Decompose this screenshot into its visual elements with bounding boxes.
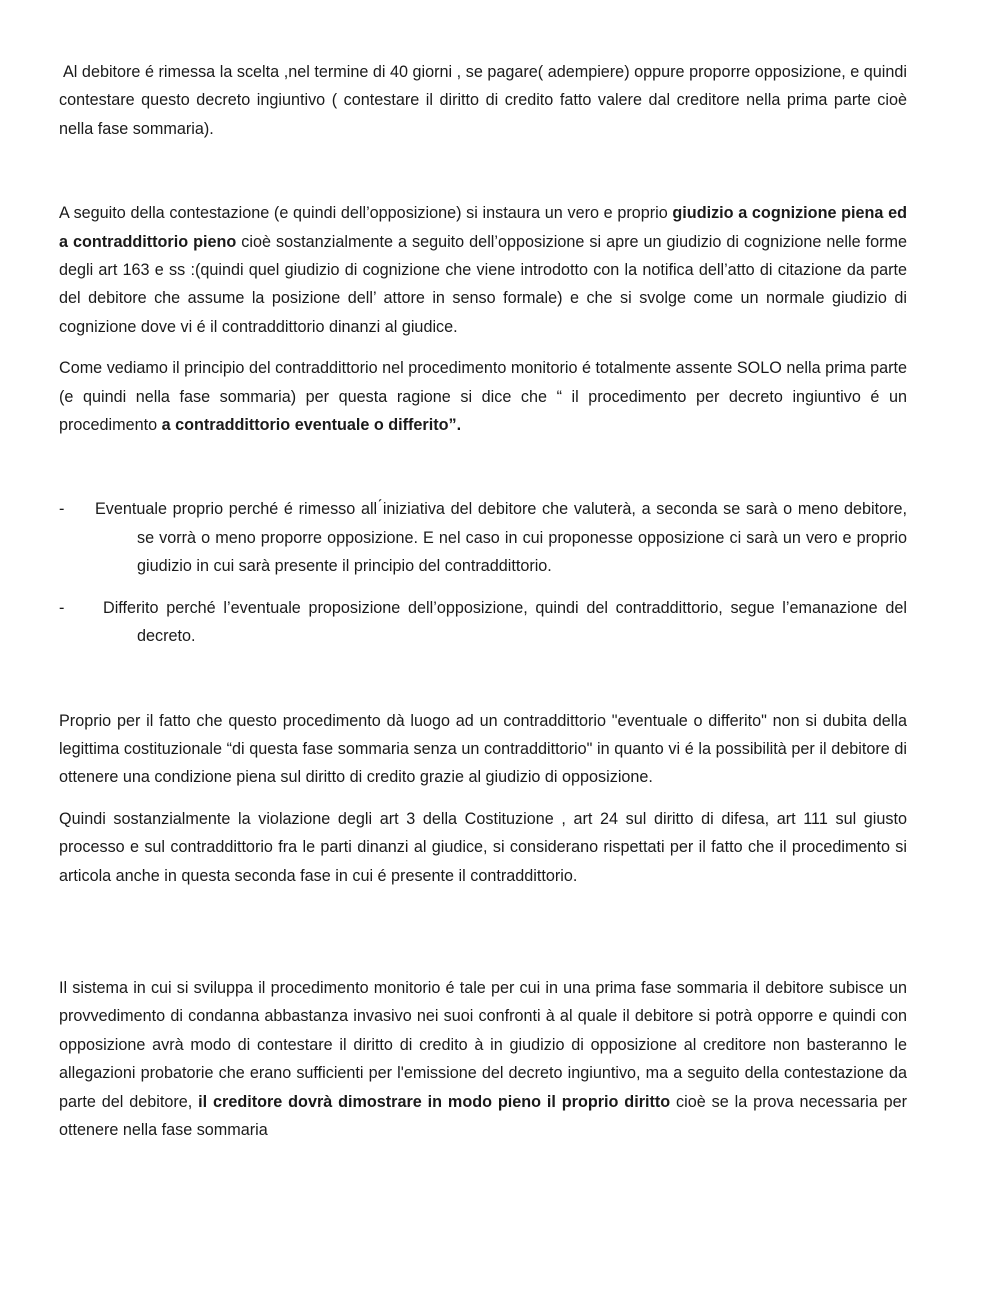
paragraph-debtor-choice: Al debitore é rimessa la scelta ,nel termine di 40 giorni , se pagare( adempiere) oppure proporre opposizione, e quindi contestare questo decreto ingiuntivo ( contestare il diritto di credito fatto valere dal creditore nella prima parte cioè nella fase sommaria). (59, 63, 907, 138)
paragraph-text: Il sistema in cui si sviluppa il procedimento monitorio é tale per cui in una prima fase sommaria il debitore subisce un provvedimento di condanna abbastanza invasivo nei suoi confronti à al quale il debitore si potrà opporre e quindi con opposizione avrà modo di contestare il diritto di credito à in giudizio di opposizione al creditore non basteranno le allegazioni probatorie che erano sufficienti per l'emissione del decreto ingiuntivo, ma a seguito della contestazione da parte del debitore, (59, 978, 907, 1111)
bold-phrase: il creditore dovrà dimostrare in modo pieno il proprio diritto (198, 1092, 671, 1111)
paragraph-contradictory-principle (59, 354, 907, 439)
list-bullet: - (59, 598, 65, 617)
bold-phrase: giudizio a cognizione piena ed a contraddittorio pieno (59, 204, 907, 251)
paragraph-text: Come vediamo il principio del contraddittorio nel procedimento monitorio é totalmente assente SOLO nella prima parte (e quindi nella fase sommaria) per questa ragione si dice che “ il procedimento per decreto ingiuntivo é un procedimento (59, 359, 907, 435)
list-item-text: Differito perché l’eventuale proposizione dell’opposizione, quindi del contraddittorio, segue l’emanazione del decreto. (103, 598, 907, 646)
list-item (59, 495, 907, 580)
paragraph-constitution-articles: Quindi sostanzialmente la violazione degli art 3 della Costituzione , art 24 sul diritto di difesa, art 111 sul giusto processo e sul contraddittorio fra le parti dinanzi al giudice, si considerano rispettati per il fatto che il procedimento si articola anche in questa seconda fase in cui é presente il contraddittorio. (59, 809, 907, 885)
paragraph-opposition-judgment (59, 199, 907, 341)
dash-list (59, 495, 907, 650)
paragraph-text: A seguito della contestazione (e quindi dell’opposizione) si instaura un vero e proprio (59, 204, 673, 223)
list-item (59, 594, 907, 651)
document-page (59, 58, 907, 1144)
bold-phrase: a contraddittorio eventuale o differito”. (161, 416, 462, 435)
paragraph-text: cioè se la prova necessaria per ottenere nella fase sommaria (59, 1092, 908, 1139)
paragraph-constitutional-legitimacy: Proprio per il fatto che questo procedimento dà luogo ad un contraddittorio "eventuale o differito" non si dubita della legittima costituzionale “di questa fase sommaria senza un contraddittorio" in quanto vi é la possibilità per il debitore di ottenere una condizione piena sul diritto di credito grazie al giudizio di opposizione. (59, 711, 907, 787)
paragraph-monitory-system (59, 974, 907, 1144)
list-bullet: - (59, 500, 65, 519)
paragraph-text: cioè sostanzialmente a seguito dell’opposizione si apre un giudizio di cognizione nelle forme degli art 163 e ss :(quindi quel giudizio di cognizione che viene introdotto con la notifica dell’atto di citazione da parte del debitore che assume la posizione dell’ attore in senso formale) e che si svolge come un normale giudizio di cognizione dove vi é il contraddittorio dinanzi al giudice. (59, 232, 907, 336)
list-item-text: Eventuale proprio perché é rimesso all ́iniziativa del debitore che valuterà, a seconda se sarà o meno debitore, se vorrà o meno proporre opposizione. E nel caso in cui proponesse opposizione ci sarà un vero e proprio giudizio in cui sarà presente il principio del contraddittorio. (95, 500, 907, 576)
